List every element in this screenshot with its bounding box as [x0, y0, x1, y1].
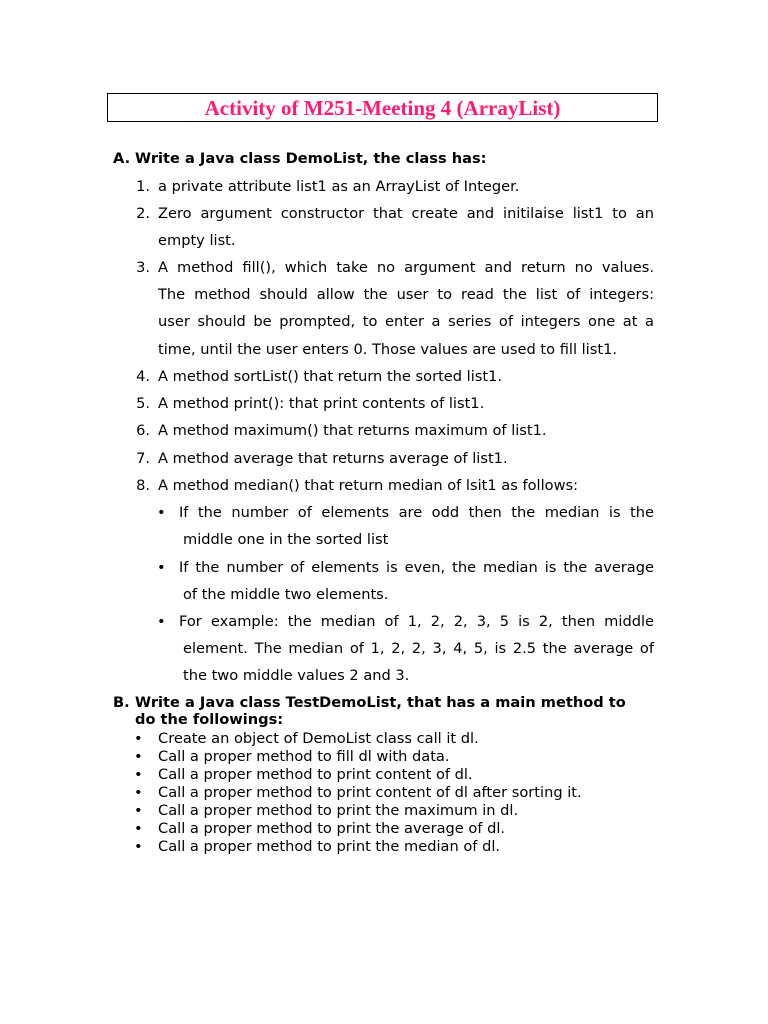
bullet-icon: •	[157, 613, 166, 630]
b-item-text: Call a proper method to print content of dl after sorting it.	[158, 784, 582, 801]
sub-bullet-line: the two middle values 2 and 3.	[183, 667, 410, 684]
item-line: A method median() that return median of lsit1 as follows:	[158, 477, 579, 494]
bullet-icon: •	[134, 820, 143, 837]
bullet-icon: •	[134, 802, 143, 819]
item-number: 3.	[136, 259, 150, 276]
item-number: 7.	[136, 450, 150, 467]
bullet-icon: •	[134, 766, 143, 783]
section-b-letter: B.	[113, 694, 130, 711]
item-line: A method print(): that print contents of list1.	[158, 395, 485, 412]
section-b-heading-line: Write a Java class TestDemoList, that has a main method to	[135, 694, 626, 711]
section-b-heading	[113, 694, 658, 730]
item-line: user should be prompted, to enter a series of integers one at a	[158, 313, 654, 330]
section-b-heading-line: do the followings:	[135, 711, 284, 728]
item-line: A method maximum() that returns maximum of list1.	[158, 422, 547, 439]
b-item-text: Call a proper method to print the maximum in dl.	[158, 802, 519, 819]
b-item-text: Create an object of DemoList class call it dl.	[158, 730, 479, 747]
section-a-heading-text: Write a Java class DemoList, the class has:	[135, 150, 487, 167]
item-number: 6.	[136, 422, 150, 439]
item-line: Zero argument constructor that create and initilaise list1 to an	[158, 205, 654, 222]
item-number: 4.	[136, 368, 150, 385]
b-item-text: Call a proper method to print the median of dl.	[158, 838, 501, 855]
item-line: time, until the user enters 0. Those values are used to fill list1.	[158, 341, 617, 358]
item-number: 2.	[136, 205, 150, 222]
item-line: a private attribute list1 as an ArrayList of Integer.	[158, 178, 520, 195]
item-line: A method fill(), which take no argument and return no values.	[158, 259, 654, 276]
bullet-icon: •	[134, 838, 143, 855]
sub-bullet-line: of the middle two elements.	[183, 586, 389, 603]
bullet-icon: •	[134, 730, 143, 747]
b-item-text: Call a proper method to fill dl with data.	[158, 748, 450, 765]
item-number: 1.	[136, 178, 150, 195]
item-number: 5.	[136, 395, 150, 412]
item-line: empty list.	[158, 232, 236, 249]
section-a-heading	[113, 150, 658, 170]
sub-bullet-line: If the number of elements are odd then the median is the	[179, 504, 654, 521]
title-box	[107, 93, 658, 122]
bullet-icon: •	[134, 748, 143, 765]
page-title: Activity of M251-Meeting 4 (ArrayList)	[204, 96, 561, 120]
sub-bullet-line: middle one in the sorted list	[183, 531, 389, 548]
item-line: The method should allow the user to read the list of integers:	[158, 286, 654, 303]
b-item-text: Call a proper method to print content of dl.	[158, 766, 473, 783]
item-line: A method sortList() that return the sorted list1.	[158, 368, 503, 385]
bullet-icon: •	[157, 559, 166, 576]
b-item-text: Call a proper method to print the average of dl.	[158, 820, 506, 837]
sub-bullet-line: If the number of elements is even, the median is the average	[179, 559, 654, 576]
sub-bullet-line: For example: the median of 1, 2, 2, 3, 5 is 2, then middle	[179, 613, 654, 630]
sub-bullet-line: element. The median of 1, 2, 2, 3, 4, 5, is 2.5 the average of	[183, 640, 654, 657]
bullet-icon: •	[157, 504, 166, 521]
section-a-letter: A.	[113, 150, 131, 167]
bullet-icon: •	[134, 784, 143, 801]
item-number: 8.	[136, 477, 150, 494]
item-line: A method average that returns average of list1.	[158, 450, 508, 467]
